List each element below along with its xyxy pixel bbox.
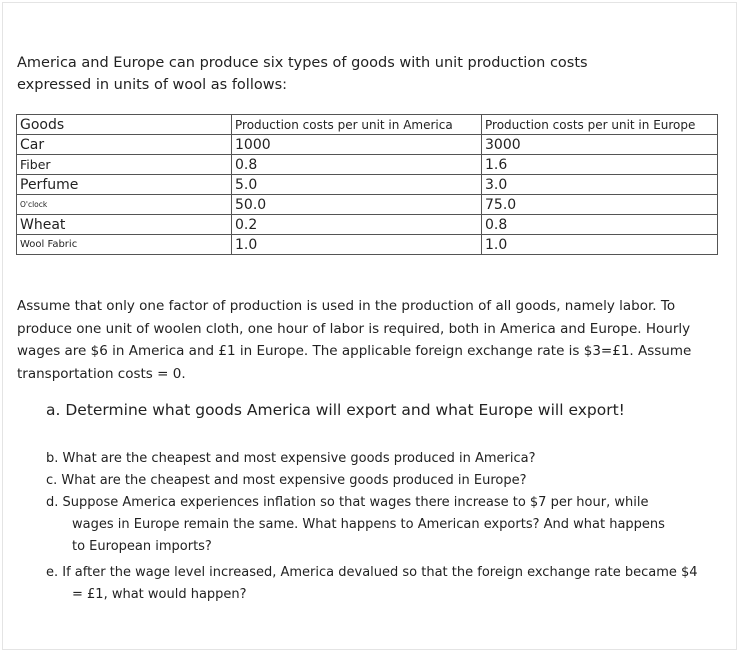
question-d-line-3: to European imports? [72,539,212,554]
question-e [46,562,716,606]
paragraph-line-4: transportation costs = 0. [17,365,186,382]
table-row [17,175,718,195]
cell-america: 5.0 [232,175,482,195]
cell-america: 50.0 [232,195,482,215]
paragraph-line-1: Assume that only one factor of production is used in the production of all goods, namely labor. To [17,298,676,314]
question-e-line-2: = £1, what would happen? [72,587,247,602]
cell-europe: 3.0 [482,175,718,195]
header-europe: Production costs per unit in Europe [482,115,718,135]
cell-america: 0.8 [232,155,482,175]
paragraph-line-3: wages are $6 in America and £1 in Europe. The applicable foreign exchange rate is $3=£1. Assume [17,343,692,359]
question-d [46,492,686,558]
table-row [17,135,718,155]
cell-good: Wool Fabric [17,235,232,255]
assumption-paragraph [17,295,697,385]
cell-good: Car [17,135,232,155]
question-e-line-1: e. If after the wage level increased, America devalued so that the foreign exchange rate became $4 [46,565,698,580]
question-d-line-2: wages in Europe remain the same. What happens to American exports? And what happens [72,517,665,532]
table-row [17,215,718,235]
paragraph-line-2: produce one unit of woolen cloth, one hour of labor is required, both in America and Europe. Hourly [17,320,691,337]
intro-text [17,52,657,96]
cell-america: 1.0 [232,235,482,255]
cell-europe: 75.0 [482,195,718,215]
cell-good: O'clock [17,195,232,215]
cell-america: 1000 [232,135,482,155]
cell-europe: 1.0 [482,235,718,255]
cell-europe: 1.6 [482,155,718,175]
table-row [17,235,718,255]
cell-america: 0.2 [232,215,482,235]
question-d-line-1: d. Suppose America experiences inflation so that wages there increase to $7 per hour, while [46,495,649,510]
intro-line-2: expressed in units of wool as follows: [17,77,288,93]
table-row [17,195,718,215]
cell-europe: 3000 [482,135,718,155]
header-goods: Goods [17,115,232,135]
table-header-row [17,115,718,135]
header-america: Production costs per unit in America [232,115,482,135]
intro-line-1: America and Europe can produce six types of goods with unit production costs [17,55,588,71]
cell-good: Fiber [17,155,232,175]
table-row [17,155,718,175]
production-costs-table [16,114,718,255]
question-a: a. Determine what goods America will export and what Europe will export! [46,401,625,419]
cell-europe: 0.8 [482,215,718,235]
cell-good: Wheat [17,215,232,235]
question-b: b. What are the cheapest and most expensive goods produced in America? [46,451,536,466]
question-c: c. What are the cheapest and most expensive goods produced in Europe? [46,473,527,488]
cell-good: Perfume [17,175,232,195]
